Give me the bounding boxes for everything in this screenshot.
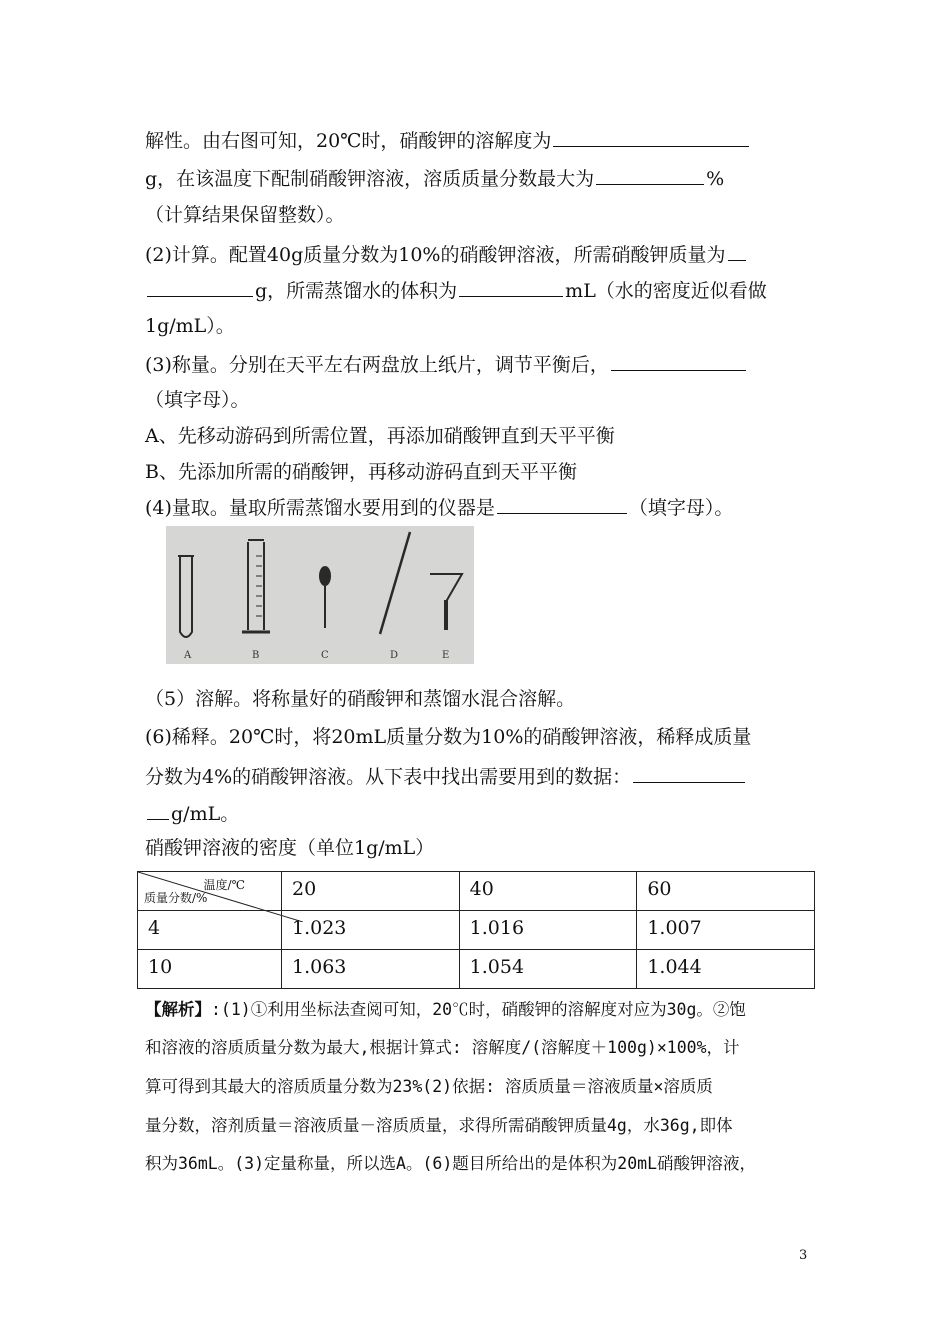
row-label: 4 xyxy=(138,911,282,950)
answer-blank[interactable] xyxy=(459,276,563,297)
question-line: （填字母）。 xyxy=(145,389,250,411)
table-header-diagonal: 温度/℃ 质量分数/% xyxy=(138,872,282,911)
row-label: 10 xyxy=(138,950,282,989)
question-line: （5）溶解。将称量好的硝酸钾和蒸馏水混合溶解。 xyxy=(145,688,576,710)
glass-rod-icon xyxy=(380,532,410,634)
table-cell: 1.044 xyxy=(637,950,815,989)
page-number: 3 xyxy=(799,1248,808,1263)
question-line: g/mL。 xyxy=(145,799,815,827)
graduated-cylinder-icon xyxy=(242,540,270,632)
figure-label: C xyxy=(321,650,329,661)
analysis-line: 量分数，溶剂质量＝溶液质量－溶质质量，求得所需硝酸钾质量4g，水36g,即体 xyxy=(145,1116,733,1135)
analysis-line: 积为36mL。(3)定量称量，所以选A。(6)题目所给出的是体积为20mL硝酸钾溶液， xyxy=(145,1154,757,1173)
analysis-line: 算可得到其最大的溶质质量分数为23%(2)依据: 溶质质量＝溶液质量×溶质质 xyxy=(145,1077,713,1096)
analysis-line: 【解析】:(1)①利用坐标法查阅可知，20℃时，硝酸钾的溶解度对应为30g。②饱 xyxy=(145,1000,746,1019)
dropper-icon xyxy=(320,567,330,628)
answer-blank[interactable] xyxy=(497,493,627,514)
answer-blank[interactable] xyxy=(633,762,745,783)
option-b: B、先添加所需的硝酸钾，再移动游码直到天平平衡 xyxy=(145,461,577,483)
question-line: g，所需蒸馏水的体积为 mL（水的密度近似看做 xyxy=(145,276,815,304)
question-line: （计算结果保留整数）。 xyxy=(145,204,345,226)
analysis-line: 和溶液的溶质质量分数为最大,根据计算式: 溶解度/(溶解度＋100g)×100%，计 xyxy=(145,1038,740,1057)
option-a: A、先移动游码到所需位置，再添加硝酸钾直到天平平衡 xyxy=(145,425,615,447)
lab-instruments-figure xyxy=(166,526,474,664)
question-line: 分数为4%的硝酸钾溶液。从下表中找出需要用到的数据： xyxy=(145,762,815,790)
column-header: 40 xyxy=(459,872,637,911)
answer-blank[interactable] xyxy=(596,164,704,185)
funnel-icon xyxy=(430,574,462,630)
column-header: 20 xyxy=(282,872,460,911)
answer-blank[interactable] xyxy=(147,799,169,820)
question-line: (3)称量。分别在天平左右两盘放上纸片，调节平衡后， xyxy=(145,350,815,378)
question-line: g，在该温度下配制硝酸钾溶液，溶质质量分数最大为 % xyxy=(145,164,815,192)
table-cell: 1.023 xyxy=(282,911,460,950)
table-cell: 1.007 xyxy=(637,911,815,950)
question-line: (2)计算。配置40g质量分数为10%的硝酸钾溶液，所需硝酸钾质量为 xyxy=(145,240,815,268)
question-line: 1g/mL）。 xyxy=(145,315,235,337)
figure-label: D xyxy=(390,650,399,661)
column-header: 60 xyxy=(637,872,815,911)
figure-label: A xyxy=(184,650,192,661)
table-cell: 1.063 xyxy=(282,950,460,989)
question-line: 解性。由右图可知，20℃时，硝酸钾的溶解度为 xyxy=(145,126,815,154)
table-cell: 1.016 xyxy=(459,911,637,950)
table-cell: 1.054 xyxy=(459,950,637,989)
table-caption: 硝酸钾溶液的密度（单位1g/mL） xyxy=(145,837,435,859)
test-tube-icon xyxy=(178,556,194,637)
answer-blank[interactable] xyxy=(553,126,749,147)
figure-label: B xyxy=(252,650,260,661)
table-row xyxy=(138,950,815,989)
answer-blank[interactable] xyxy=(611,350,746,371)
figure-label: E xyxy=(442,650,450,661)
question-line: (4)量取。量取所需蒸馏水要用到的仪器是 （填字母）。 xyxy=(145,493,815,521)
answer-blank[interactable] xyxy=(147,276,253,297)
density-table xyxy=(137,871,815,989)
answer-blank[interactable] xyxy=(728,240,746,261)
question-line: (6)稀释。20℃时，将20mL质量分数为10%的硝酸钾溶液，稀释成质量 xyxy=(145,726,752,748)
